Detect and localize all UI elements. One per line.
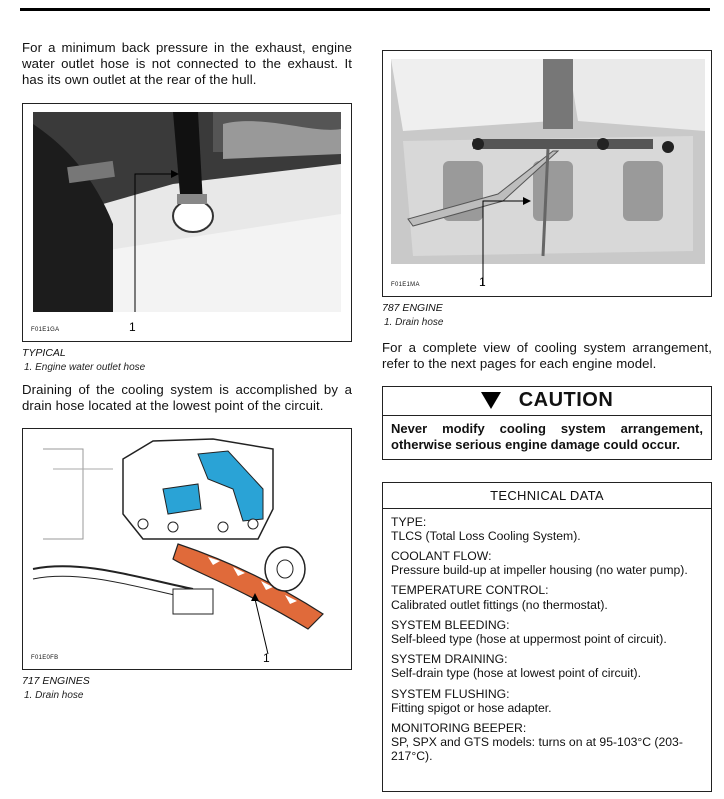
callout-number: 1 — [479, 275, 486, 289]
tech-label: SYSTEM DRAINING: — [391, 652, 508, 667]
figure-code: F01E1MA — [391, 282, 420, 288]
tech-value: SP, SPX and GTS models: turns on at 95-103°C (203-217°C). — [391, 735, 683, 764]
caption-item: 1. Engine water outlet hose — [24, 362, 146, 374]
figure-717-drain-diagram — [22, 428, 352, 670]
right-column — [382, 40, 712, 792]
caution-title: CAUTION — [518, 389, 614, 412]
figure-code: F01E1GA — [31, 327, 60, 334]
tech-value: Pressure build-up at impeller housing (no water pump). — [391, 563, 688, 578]
tech-value: TLCS (Total Loss Cooling System). — [391, 528, 581, 543]
callout-number: 1 — [263, 650, 270, 665]
top-rule — [20, 8, 710, 11]
callout-number: 1 — [129, 320, 136, 335]
tech-label: SYSTEM FLUSHING: — [391, 686, 510, 701]
caption-title: 787 ENGINE — [382, 302, 443, 314]
caution-text: Never modify cooling system arrangement, otherwise serious engine damage could occur. — [391, 420, 703, 452]
technical-data-heading: TECHNICAL DATA — [383, 483, 711, 509]
caution-box — [382, 386, 712, 460]
tech-label: SYSTEM BLEEDING: — [391, 617, 510, 632]
caption-title: 717 ENGINES — [22, 674, 90, 687]
tech-value: Self-drain type (hose at lowest point of circuit). — [391, 666, 641, 681]
717-engine-diagram — [23, 429, 352, 669]
intro-paragraph: For a minimum back pressure in the exhaust, engine water outlet hose is not connected to the exhaust. It has its own outlet at the rear of the hull. — [22, 40, 352, 87]
tech-label: COOLANT FLOW: — [391, 549, 492, 563]
tech-value: Self-bleed type (hose at uppermost point of circuit). — [391, 632, 667, 647]
technical-data-box — [382, 482, 712, 792]
tech-label: TEMPERATURE CONTROL: — [391, 583, 549, 598]
caution-header — [383, 387, 711, 416]
787-engine-photo-illustration — [383, 51, 712, 296]
technical-data-body — [383, 509, 711, 770]
complete-view-paragraph: For a complete view of cooling system arrangement, refer to the next pages for each engine model. — [382, 340, 712, 371]
warning-triangle-icon — [481, 392, 501, 409]
figure-code: F01E0FB — [31, 654, 59, 661]
figure-water-outlet-photo — [22, 103, 352, 342]
tech-label: MONITORING BEEPER: — [391, 721, 527, 736]
caption-item: 1. Drain hose — [384, 317, 444, 328]
draining-paragraph: Draining of the cooling system is accomplished by a drain hose located at the lowest point of the circuit. — [22, 382, 352, 414]
tech-value: Calibrated outlet fittings (no thermostat). — [391, 597, 608, 612]
tech-value: Fitting spigot or hose adapter. — [391, 700, 552, 715]
caption-item: 1. Drain hose — [24, 689, 84, 701]
figure-787-drain-photo — [382, 50, 712, 297]
water-outlet-photo-illustration — [23, 104, 352, 341]
tech-label: TYPE: — [391, 514, 427, 529]
left-column — [22, 40, 352, 701]
caption-title: TYPICAL — [22, 347, 66, 360]
